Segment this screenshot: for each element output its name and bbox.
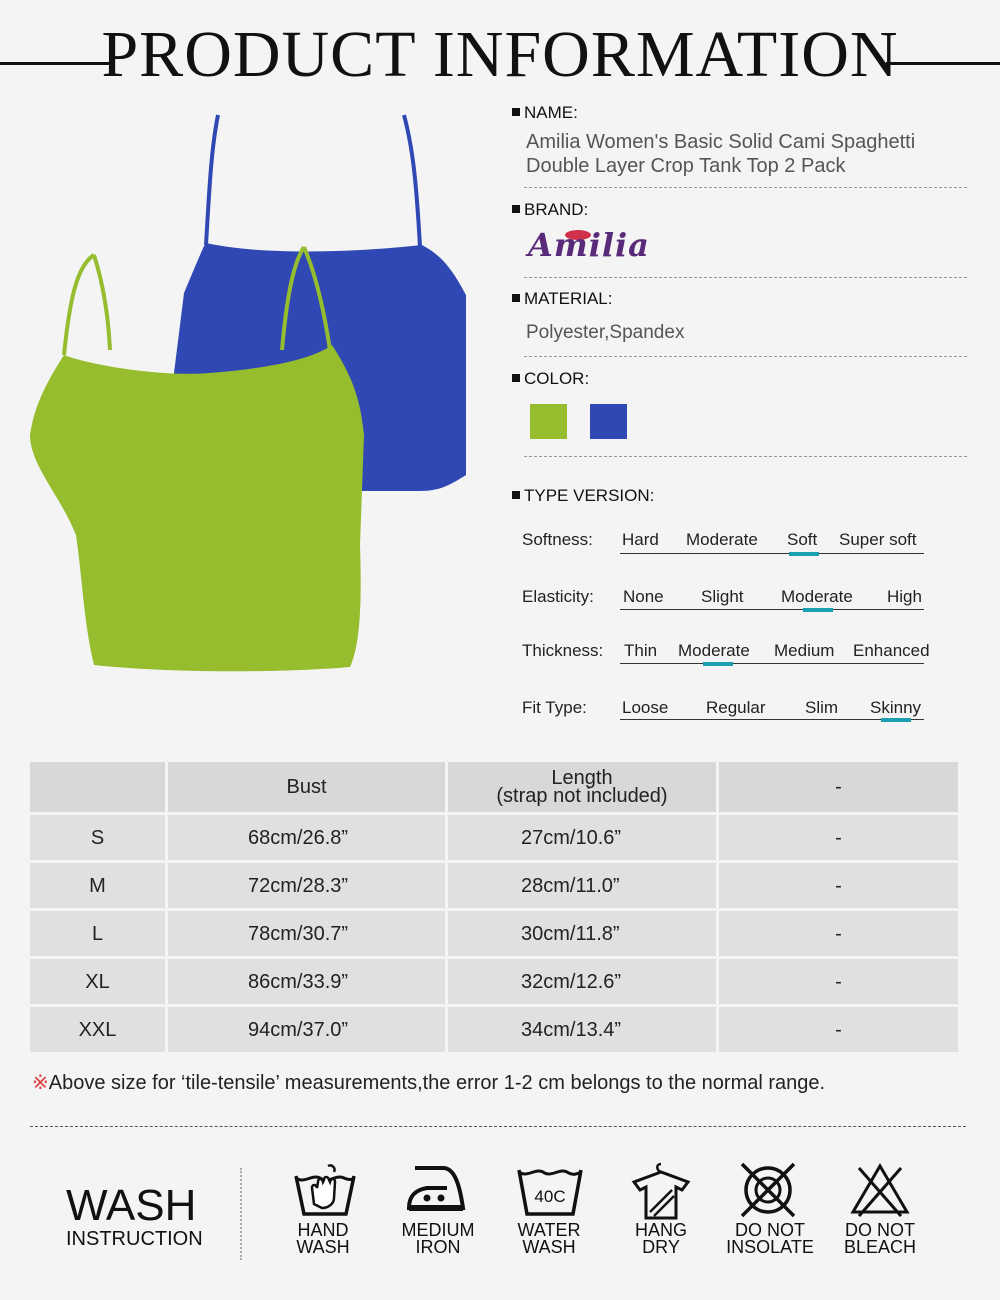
thickness-option: Thin [624, 641, 658, 660]
elasticity-option: High [887, 587, 922, 606]
medium-iron-label: MEDIUM IRON [401, 1220, 475, 1257]
softness-option: Super soft [839, 530, 917, 549]
thickness-label: Thickness: [522, 641, 604, 660]
wash-subtitle: INSTRUCTION [66, 1228, 203, 1250]
note-symbol: ※ [32, 1072, 49, 1094]
table-cell-dash: - [719, 911, 958, 956]
thickness-option: Medium [774, 641, 835, 660]
note-text: Above size for ‘tile-tensile’ measurements,the error 1-2 cm belongs to the normal range. [48, 1072, 826, 1094]
divider [524, 187, 967, 188]
softness-selected-marker [789, 552, 819, 556]
table-cell-bust: 86cm/33.9” [168, 959, 445, 1004]
fit-type-option: Regular [706, 698, 766, 717]
measurement-note [32, 1070, 825, 1095]
length-header-subtext: (strap not included) [496, 785, 668, 807]
water-wash-icon [515, 1160, 585, 1220]
table-cell-size: S [30, 815, 165, 860]
table-cell-bust: 68cm/26.8” [168, 815, 445, 860]
divider [524, 456, 967, 457]
table-cell-size: XL [30, 959, 165, 1004]
elasticity-label: Elasticity: [522, 587, 594, 606]
type-version-label: TYPE VERSION: [512, 486, 654, 506]
hand-wash-label: HAND WASH [296, 1220, 350, 1257]
do-not-bleach-icon [845, 1160, 915, 1220]
color-swatch-blue [590, 404, 627, 439]
table-header-cell [30, 762, 165, 812]
table-cell-length: 28cm/11.0” [448, 863, 716, 908]
product-image [20, 105, 490, 680]
material-value: Polyester,Spandex [526, 322, 685, 343]
name-value-line2: Double Layer Crop Tank Top 2 Pack [526, 155, 846, 177]
color-label: COLOR: [512, 369, 589, 389]
brand-label: BRAND: [512, 200, 588, 220]
table-cell-bust: 94cm/37.0” [168, 1007, 445, 1052]
elasticity-scale-line [620, 609, 924, 610]
color-swatch-green [530, 404, 567, 439]
water-temperature: 40C [534, 1187, 566, 1206]
table-cell-length: 34cm/13.4” [448, 1007, 716, 1052]
page-title: PRODUCT INFORMATION [101, 18, 899, 91]
table-cell-dash: - [719, 1007, 958, 1052]
softness-scale-line [620, 553, 924, 554]
name-value-line1: Amilia Women's Basic Solid Cami Spaghetti [526, 131, 916, 153]
elasticity-option: Slight [701, 587, 744, 606]
softness-option: Soft [787, 530, 818, 549]
elasticity-option: None [623, 587, 664, 606]
name-label: NAME: [512, 103, 578, 123]
table-header-length [448, 762, 716, 812]
fit-type-option: Skinny [870, 698, 922, 717]
table-cell-length: 32cm/12.6” [448, 959, 716, 1004]
softness-option: Moderate [686, 530, 758, 549]
material-label: MATERIAL: [512, 289, 612, 309]
do-not-insolate-icon [734, 1160, 804, 1220]
hang-dry-label: HANG DRY [634, 1220, 687, 1257]
brand-logo: Amilia [528, 226, 650, 264]
thickness-scale-line [620, 663, 924, 664]
fit-type-option: Slim [805, 698, 839, 717]
table-cell-size: L [30, 911, 165, 956]
table-header-cell: - [719, 762, 958, 812]
fit-type-label: Fit Type: [522, 698, 587, 717]
fit-type-scale-line [620, 719, 924, 720]
medium-iron-icon [403, 1160, 473, 1220]
do-not-insolate-label: DO NOT INSOLATE [726, 1220, 814, 1257]
table-cell-size: XXL [30, 1007, 165, 1052]
do-not-bleach-label: DO NOT BLEACH [843, 1220, 917, 1257]
table-cell-size: M [30, 863, 165, 908]
table-header-bust: Bust [168, 762, 445, 812]
hang-dry-icon [626, 1160, 696, 1220]
softness-label: Softness: [522, 530, 593, 549]
thickness-option: Enhanced [853, 641, 930, 660]
table-cell-dash: - [719, 863, 958, 908]
divider [30, 1126, 966, 1127]
table-cell-dash: - [719, 815, 958, 860]
length-header-text: Length [551, 767, 613, 789]
fit-type-selected-marker [881, 718, 911, 722]
table-cell-bust: 78cm/30.7” [168, 911, 445, 956]
divider [524, 356, 967, 357]
fit-type-option: Loose [622, 698, 669, 717]
elasticity-option: Moderate [781, 587, 853, 606]
softness-option: Hard [622, 530, 659, 549]
hand-wash-icon [290, 1160, 360, 1220]
water-wash-label: WATER WASH [517, 1220, 581, 1257]
table-cell-dash: - [719, 959, 958, 1004]
wash-separator [240, 1168, 242, 1260]
thickness-selected-marker [703, 662, 733, 666]
table-cell-bust: 72cm/28.3” [168, 863, 445, 908]
elasticity-selected-marker [803, 608, 833, 612]
wash-title: WASH [66, 1181, 197, 1230]
divider [524, 277, 967, 278]
thickness-option: Moderate [678, 641, 750, 660]
table-cell-length: 27cm/10.6” [448, 815, 716, 860]
table-cell-length: 30cm/11.8” [448, 911, 716, 956]
